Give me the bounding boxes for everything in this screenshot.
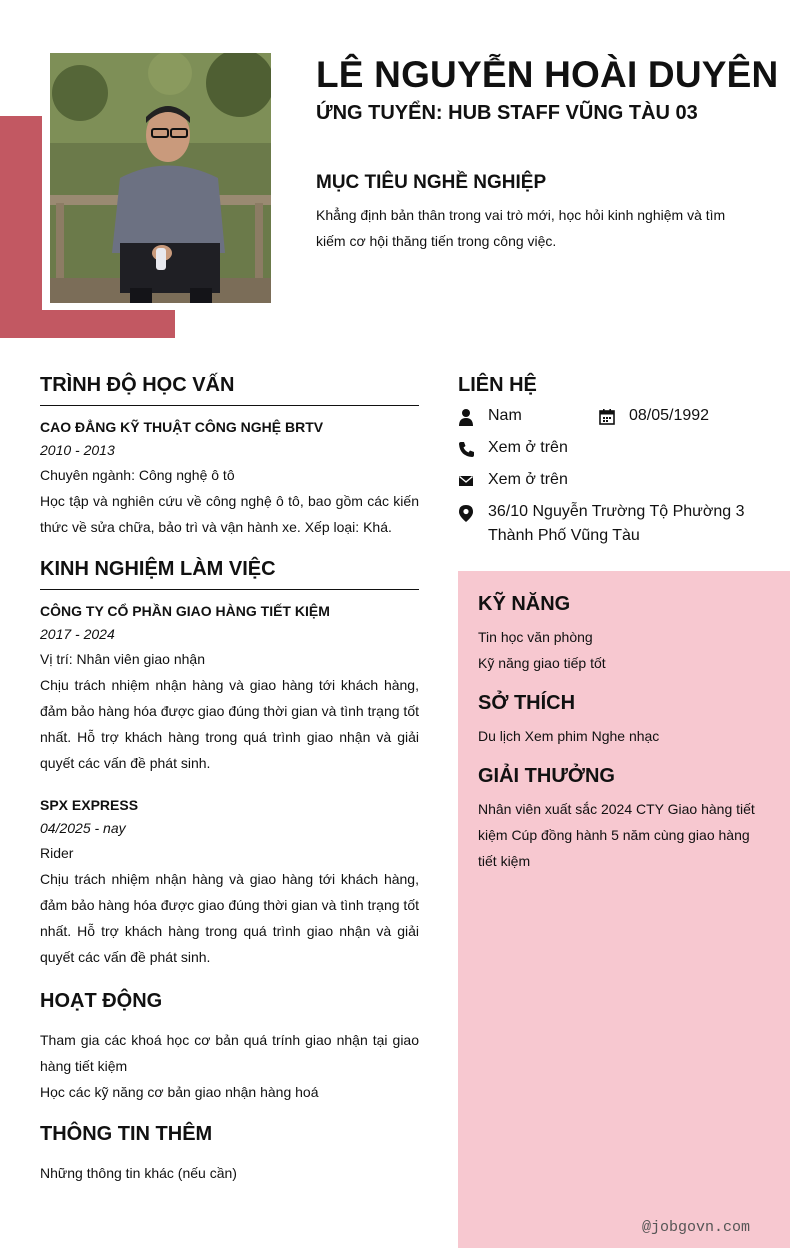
school-name: CAO ĐẲNG KỸ THUẬT CÔNG NGHỆ BRTV: [40, 419, 324, 435]
job-description: Chịu trách nhiệm nhận hàng và giao hàng tới khách hàng, đảm bảo hàng hóa được giao đúng thời gian và tình trạng tốt nhất. Hỗ trợ khách hàng trong quá trình giao nhận và giải quyết các vấn đề phát sinh.: [40, 677, 419, 771]
job-position: Vị trí: Nhân viên giao nhận: [40, 651, 205, 667]
contact-heading: LIÊN HỆ: [458, 374, 537, 396]
objective-text: Khẳng định bản thân trong vai trò mới, học hỏi kinh nghiệm và tìm kiếm cơ hội thăng tiến trong công việc.: [316, 207, 726, 249]
candidate-name: LÊ NGUYỄN HOÀI DUYÊN: [316, 54, 779, 95]
applying-position: ỨNG TUYỂN: HUB STAFF VŨNG TÀU 03: [316, 102, 698, 124]
person-icon: [458, 408, 474, 426]
education-period: 2010 - 2013: [40, 442, 115, 458]
contact-phone: Xem ở trên: [488, 439, 568, 456]
more-info-heading: THÔNG TIN THÊM: [40, 1123, 213, 1145]
awards-heading: GIẢI THƯỞNG: [478, 765, 615, 787]
education-major: Chuyên ngành: Công nghệ ô tô: [40, 467, 235, 483]
email-icon: [458, 472, 474, 490]
watermark: @jobgovn.com: [641, 1219, 750, 1236]
skills-list: [478, 624, 770, 676]
education-entry: [40, 416, 419, 540]
job-position: Rider: [40, 845, 74, 861]
location-pin-icon: [458, 504, 474, 522]
skills-heading: KỸ NĂNG: [478, 593, 571, 615]
awards-text: Nhân viên xuất sắc 2024 CTY Giao hàng tiết kiệm Cúp đồng hành 5 năm cùng giao hàng tiết kiệm: [478, 801, 755, 869]
more-info-text: Những thông tin khác (nếu cần): [40, 1165, 237, 1181]
skill-item: Kỹ năng giao tiếp tốt: [478, 655, 606, 671]
profile-photo: [50, 53, 271, 303]
accent-bar-vertical: [0, 116, 42, 338]
job-period: 2017 - 2024: [40, 626, 115, 642]
education-heading: TRÌNH ĐỘ HỌC VẤN: [40, 374, 419, 406]
job-period: 04/2025 - nay: [40, 820, 126, 836]
calendar-icon: [599, 408, 615, 426]
job-company: SPX EXPRESS: [40, 797, 139, 813]
objective-heading: MỤC TIÊU NGHỀ NGHIỆP: [316, 172, 547, 193]
education-description: Học tập và nghiên cứu về công nghệ ô tô, bao gồm các kiến thức về sửa chữa, bảo trì và vận hành xe. Xếp loại: Khá.: [40, 493, 419, 535]
contact-gender: Nam: [488, 407, 522, 424]
contact-email: Xem ở trên: [488, 471, 568, 488]
contact-address-line2: Thành Phố Vũng Tàu: [488, 527, 640, 544]
contact-address-line1: 36/10 Nguyễn Trường Tộ Phường 3: [488, 503, 745, 520]
hobbies-text: Du lịch Xem phim Nghe nhạc: [478, 728, 660, 744]
activity-item: Tham gia các khoá học cơ bản quá trính giao nhận tại giao hàng tiết kiệm: [40, 1032, 419, 1074]
accent-bar-horizontal: [0, 310, 175, 338]
phone-icon: [458, 440, 474, 458]
job-entry: [40, 600, 419, 776]
activities-heading: HOẠT ĐỘNG: [40, 990, 163, 1012]
job-description: Chịu trách nhiệm nhận hàng và giao hàng tới khách hàng, đảm bảo hàng hóa được giao đúng thời gian và tình trạng tốt nhất. Hỗ trợ khách hàng trong quá trình giao nhận và giải quyết các vấn đề phát sinh.: [40, 871, 419, 965]
job-company: CÔNG TY CỔ PHẦN GIAO HÀNG TIẾT KIỆM: [40, 603, 330, 619]
contact-birthdate: 08/05/1992: [629, 407, 710, 424]
left-column: [40, 374, 419, 1186]
skill-item: Tin học văn phòng: [478, 629, 593, 645]
sidebar-panel: [458, 571, 790, 1248]
activities-list: [40, 1027, 419, 1105]
activity-item: Học các kỹ năng cơ bản giao nhận hàng hoá: [40, 1084, 319, 1100]
job-entry: [40, 794, 419, 970]
experience-heading: KINH NGHIỆM LÀM VIỆC: [40, 558, 419, 590]
hobbies-heading: SỞ THÍCH: [478, 692, 576, 714]
